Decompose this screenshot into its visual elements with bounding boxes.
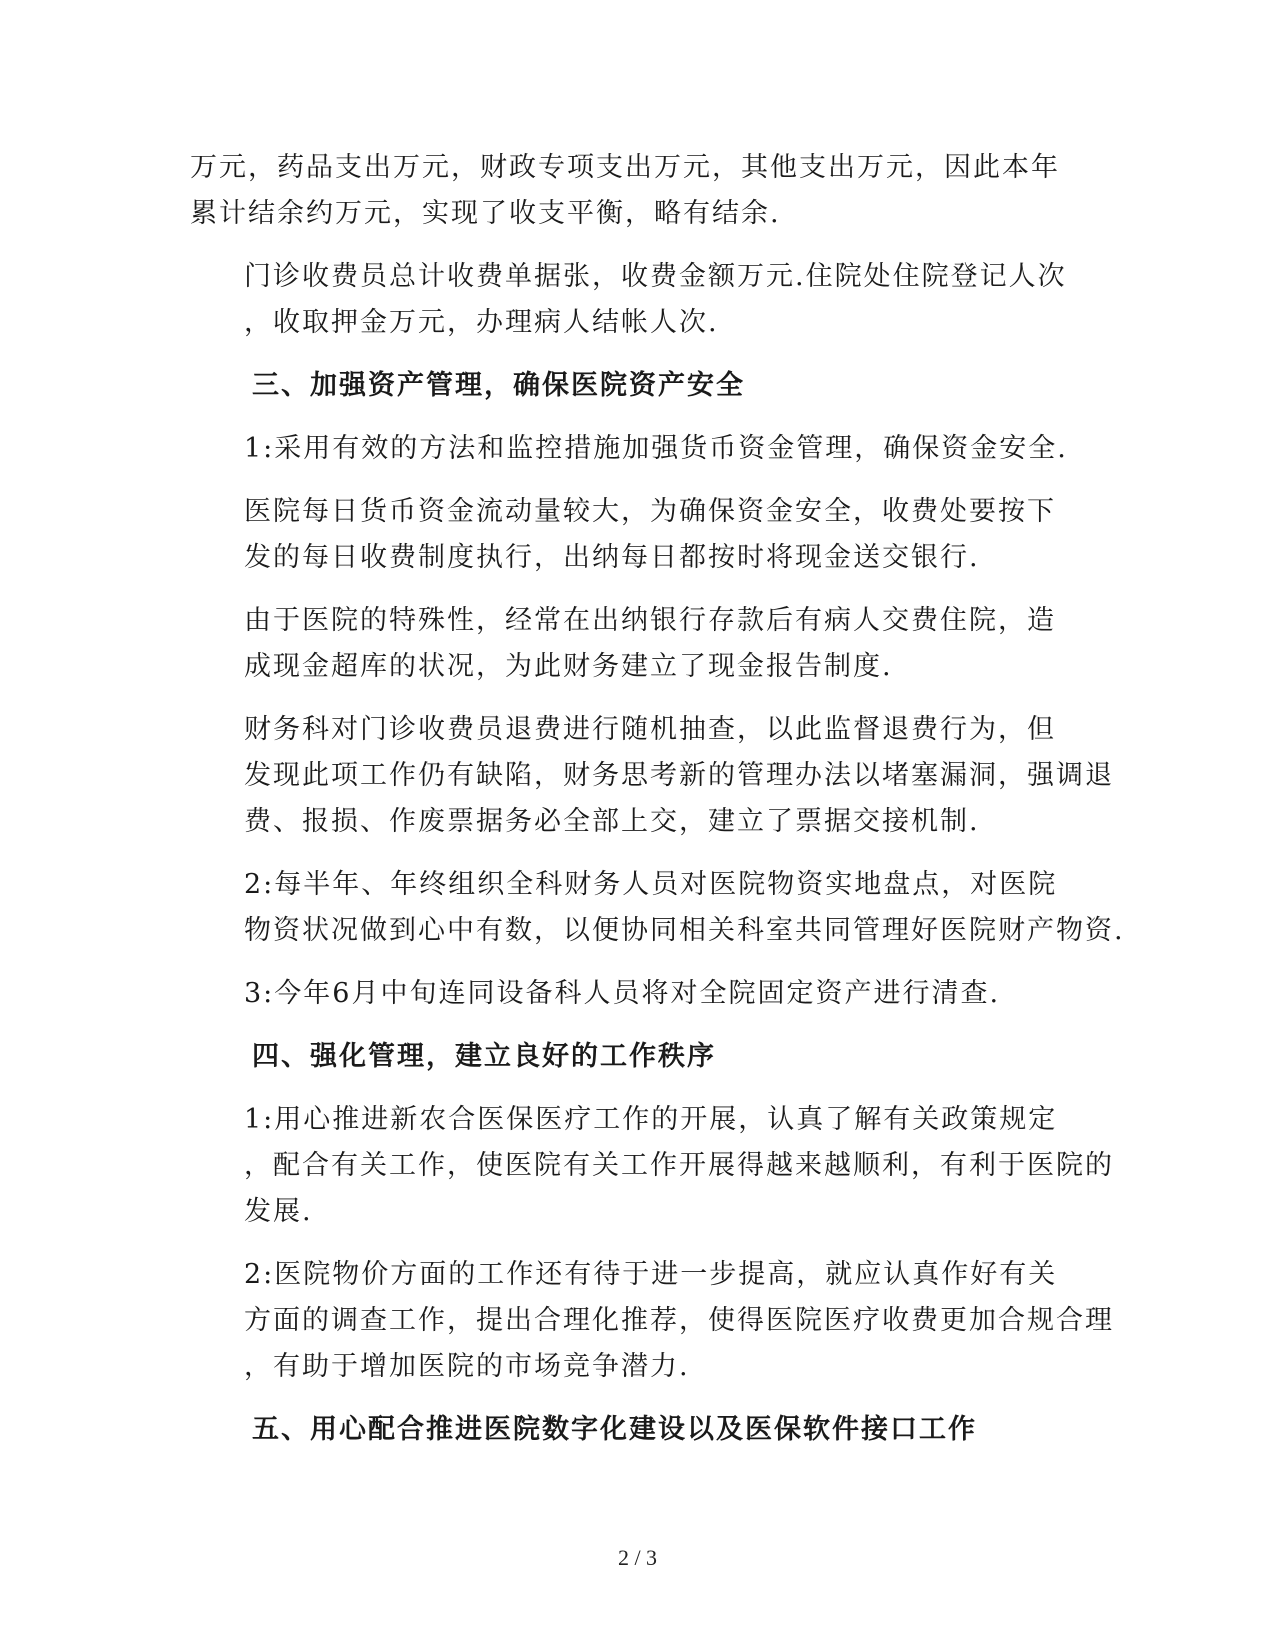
- paragraph: [190, 971, 1080, 1017]
- paragraph-line: ，收取押金万元，办理病人结帐人次.: [244, 307, 719, 338]
- paragraph: [190, 1097, 1114, 1235]
- paragraph-line: 发展.: [244, 1196, 313, 1227]
- paragraph-line: 成现金超库的状况，为此财务建立了现金报告制度.: [244, 651, 893, 682]
- paragraph-line: 由于医院的特殊性，经常在出纳银行存款后有病人交费住院，造: [244, 605, 1056, 636]
- paragraph-line: 费、报损、作废票据务必全部上交，建立了票据交接机制.: [244, 806, 980, 837]
- paragraph: [190, 598, 1080, 690]
- paragraph-line: 3:今年6月中旬连同设备科人员将对全院固定资产进行清查.: [244, 978, 1001, 1009]
- paragraph: [190, 254, 1080, 346]
- section-heading: 五、用心配合推进医院数字化建设以及医保软件接口工作: [252, 1414, 977, 1445]
- paragraph-line: 万元，药品支出万元，财政专项支出万元，其他支出万元，因此本年: [190, 152, 1060, 183]
- paragraph: [190, 707, 1114, 845]
- paragraph: [190, 145, 1080, 237]
- section-heading: 四、强化管理，建立良好的工作秩序: [252, 1041, 716, 1072]
- page-number: 2 / 3: [617, 1545, 658, 1570]
- paragraph-line: 财务科对门诊收费员退费进行随机抽查，以此监督退费行为，但: [244, 714, 1056, 745]
- paragraph-line: 医院每日货币资金流动量较大，为确保资金安全，收费处要按下: [244, 496, 1056, 527]
- paragraph: [190, 1252, 1114, 1390]
- paragraph-line: 方面的调查工作，提出合理化推荐，使得医院医疗收费更加合规合理: [244, 1305, 1114, 1336]
- paragraph-line: ，配合有关工作，使医院有关工作开展得越来越顺利，有利于医院的: [244, 1150, 1114, 1181]
- document-body: [190, 145, 1125, 1470]
- section-heading: 三、加强资产管理，确保医院资产安全: [252, 370, 745, 401]
- paragraph-line: 发现此项工作仍有缺陷，财务思考新的管理办法以堵塞漏洞，强调退: [244, 760, 1114, 791]
- paragraph-line: 发的每日收费制度执行，出纳每日都按时将现金送交银行.: [244, 542, 980, 573]
- paragraph-line: 门诊收费员总计收费单据张，收费金额万元.住院处住院登记人次: [244, 261, 1067, 292]
- paragraph-line: 累计结余约万元，实现了收支平衡，略有结余.: [190, 198, 781, 229]
- paragraph: [190, 862, 1125, 954]
- paragraph-line: 1:采用有效的方法和监控措施加强货币资金管理，确保资金安全.: [244, 433, 1068, 464]
- paragraph-line: 1:用心推进新农合医保医疗工作的开展，认真了解有关政策规定: [244, 1104, 1058, 1135]
- paragraph-line: ，有助于增加医院的市场竞争潜力.: [244, 1351, 690, 1382]
- paragraph-line: 2:每半年、年终组织全科财务人员对医院物资实地盘点，对医院: [244, 869, 1058, 900]
- paragraph: [190, 489, 1080, 581]
- paragraph-line: 物资状况做到心中有数，以便协同相关科室共同管理好医院财产物资.: [244, 915, 1125, 946]
- paragraph-line: 2:医院物价方面的工作还有待于进一步提高，就应认真作好有关: [244, 1259, 1058, 1290]
- paragraph: [190, 426, 1080, 472]
